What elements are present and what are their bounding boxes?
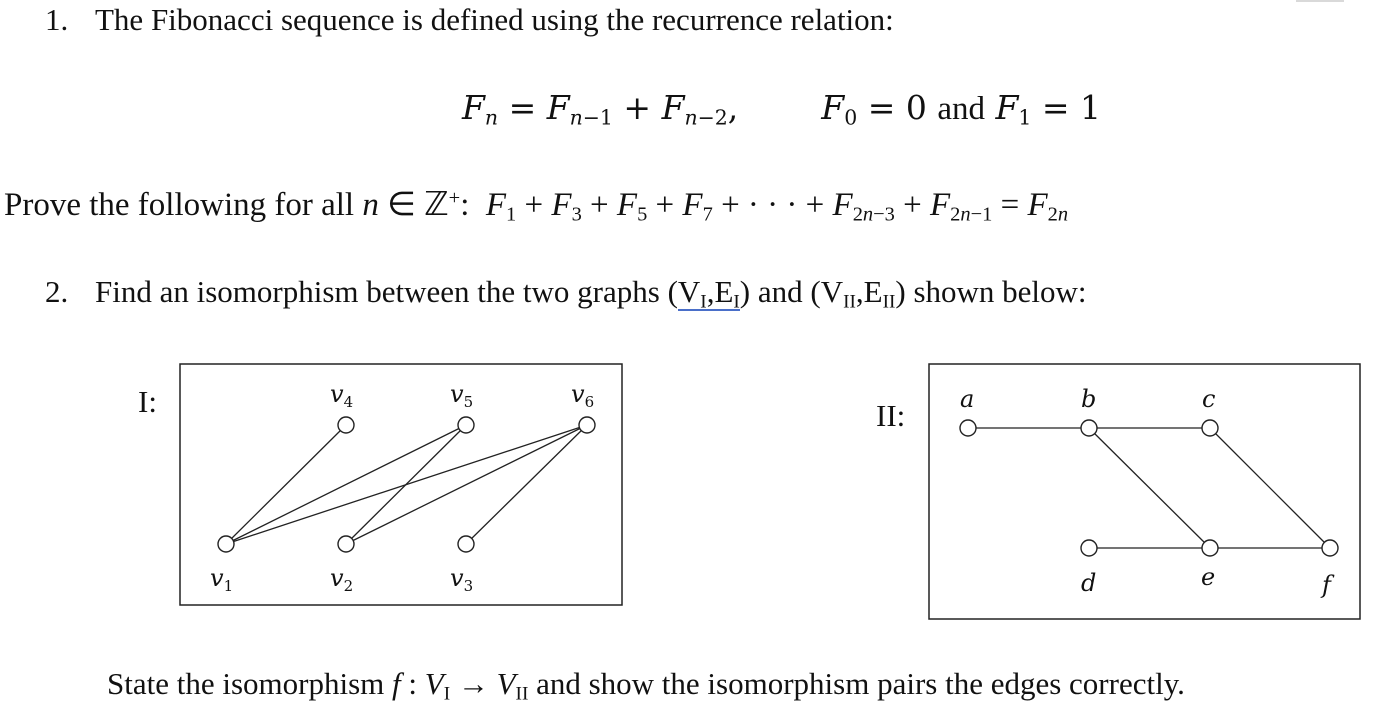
graph-1-edge-v1-v4 (226, 425, 346, 544)
graph-1-edge-v2-v5 (346, 425, 466, 544)
graph-1-vertex-label-v5: $v_5$ (450, 380, 474, 411)
graph-2-vertex-label-c: c (1202, 385, 1216, 413)
graph-2-vertex-a (960, 420, 976, 436)
state-isomorphism-text: State the isomorphism f : $V_I \to V_{II}$ and show the isomorphism pairs the edges correctly. (107, 666, 1185, 705)
graph-2-vertex-label-f: f (1322, 571, 1331, 599)
graph-2-vertex-label-d: d (1081, 569, 1097, 597)
graph-2-vertex-c (1202, 420, 1218, 436)
graph-2-vertex-label-b: b (1081, 385, 1097, 413)
question-1-number: 1. (45, 2, 69, 37)
graph-2-vertex-e (1202, 540, 1218, 556)
graph-1-edge-v1-v5 (226, 425, 466, 544)
graph-2-vertex-b (1081, 420, 1097, 436)
graph-1-frame (180, 364, 622, 605)
graph-2-edge-b-e (1089, 428, 1210, 548)
graph-1-vertex-v1 (218, 536, 234, 552)
graph-1-vertex-v6 (579, 417, 595, 433)
graph-1-vertex-label-v6: $v_6$ (571, 380, 595, 411)
graph-1-vertex-v4 (338, 417, 354, 433)
recurrence-equation: $F_n = F_{n-1} + F_{n-2}$, $F_0 = 0$ and $F_1 = 1$ (462, 88, 1102, 130)
graph-2-vertex-label-e: e (1201, 563, 1216, 591)
graph-2-edge-c-f (1210, 428, 1330, 548)
graph-1-edge-v3-v6 (466, 425, 587, 544)
graph-2-vertex-label-a: a (960, 385, 975, 413)
graph-1-vertex-v2 (338, 536, 354, 552)
graph-2-frame (929, 364, 1360, 619)
graph-1-edge-v2-v6 (346, 425, 587, 544)
graph-1-vertex-v5 (458, 417, 474, 433)
prove-prefix: Prove the following for all (4, 187, 355, 223)
question-2-number: 2. (45, 274, 69, 309)
question-2-text: 2. Find an isomorphism between the two graphs $(V_I,E_I)$ and $(V_{II},E_{II})$ shown below: (45, 274, 1087, 313)
graph-1-vertex-label-v3: $v_3$ (450, 564, 474, 595)
graph-1-vertex-label-v4: $v_4$ (330, 380, 354, 411)
graph-1-label: I: (138, 384, 157, 419)
graph-1-vertex-label-v1: $v_1$ (210, 564, 234, 595)
graph-2-vertex-f (1322, 540, 1338, 556)
graph-2-label: II: (876, 398, 906, 433)
graph-2-vertex-d (1081, 540, 1097, 556)
graph-2-edges (968, 428, 1330, 548)
graph-2-vertex-labels (960, 385, 1335, 599)
graph-1-edges (226, 425, 587, 544)
prove-statement: Prove the following for all n ∈ ℤ+: $F_1 + F_3 + F_5 + F_7$ + · · · + $F_{2n-3} + F_{2n-1} = F_{2n}$ (4, 186, 1069, 226)
graph-1-vertex-v3 (458, 536, 474, 552)
question-1-text: The Fibonacci sequence is defined using the recurrence relation: (95, 2, 894, 37)
graph-1-vertex-label-v2: $v_2$ (330, 564, 354, 595)
